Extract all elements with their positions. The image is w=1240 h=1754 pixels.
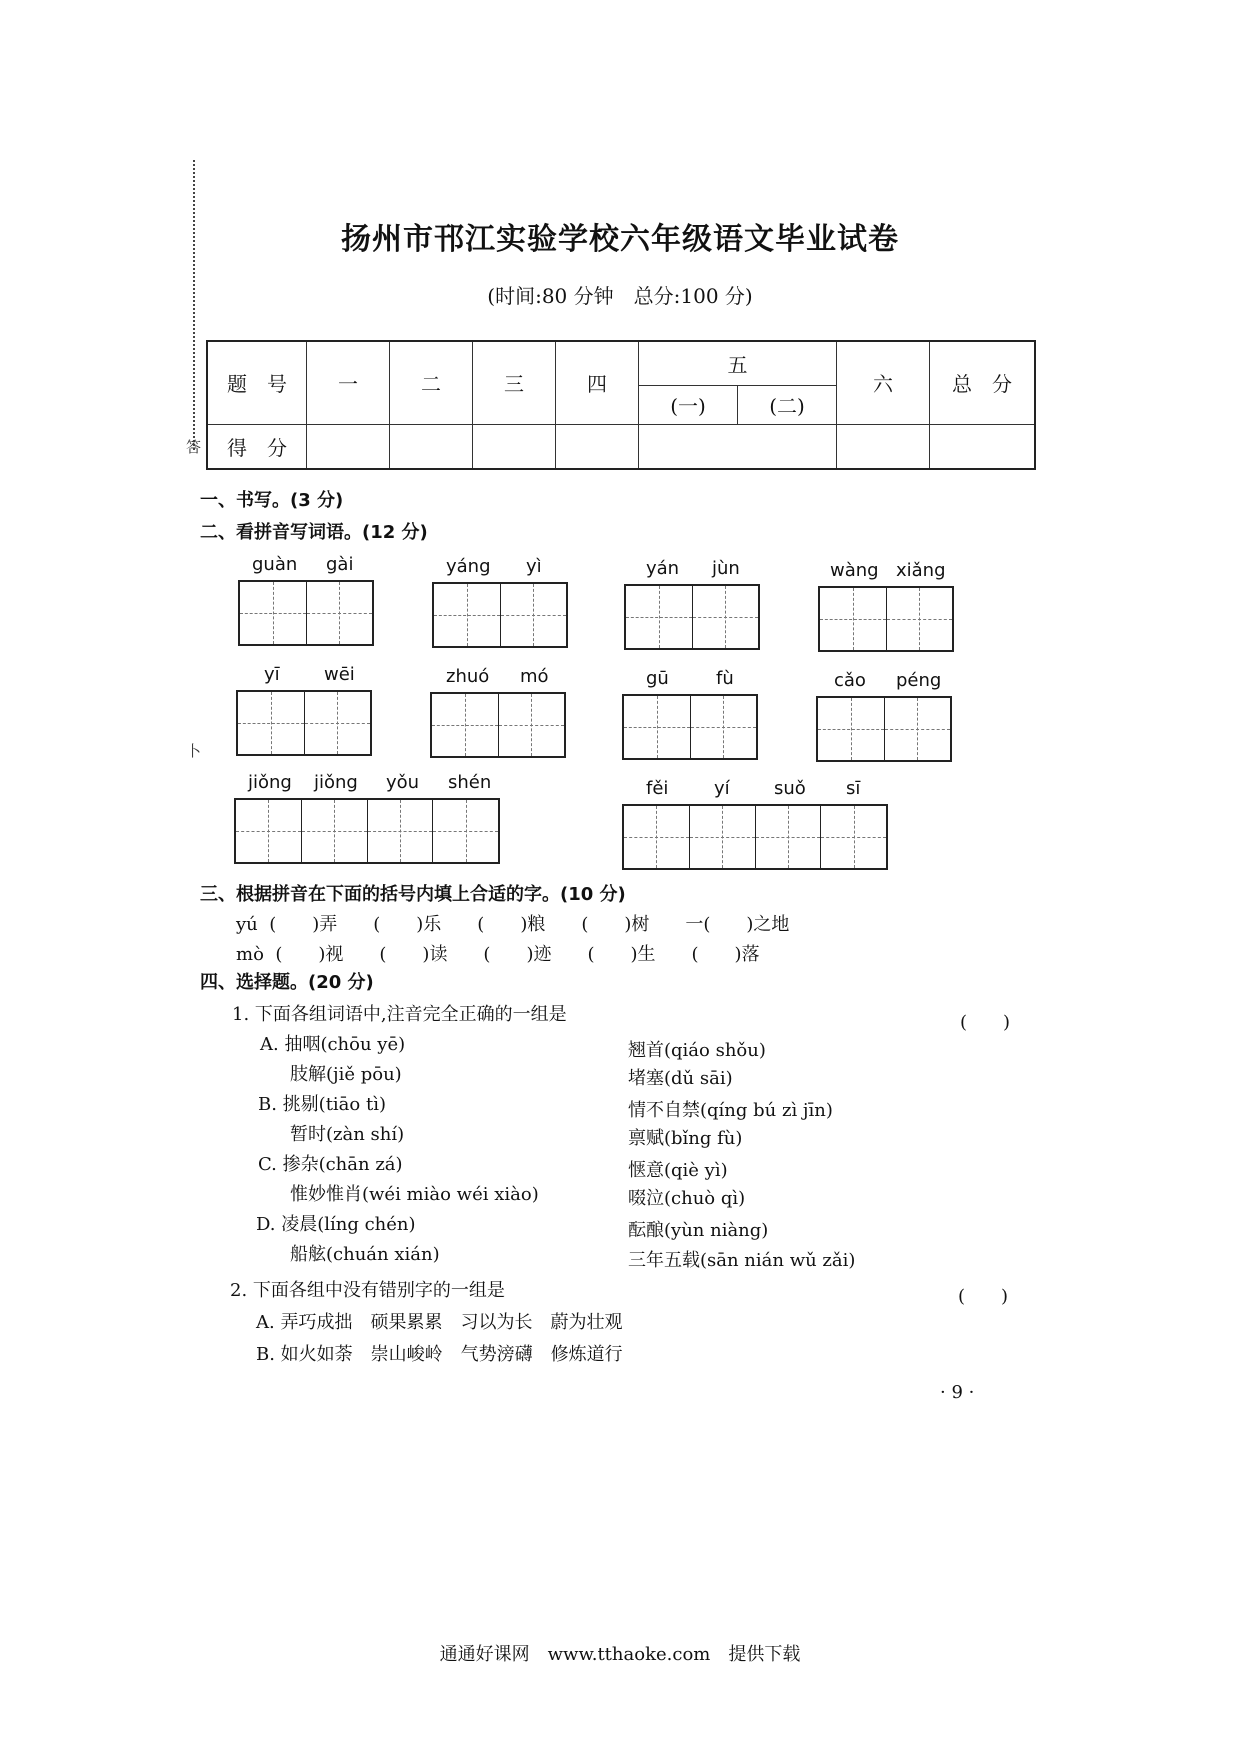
score-cell — [639, 424, 837, 469]
pinyin: sī — [846, 778, 861, 799]
writing-grid — [234, 798, 500, 864]
option-a4: 堵塞(dǔ sāi) — [628, 1068, 733, 1089]
pinyin: wàng — [830, 560, 879, 581]
option-c1: C. 掺杂(chān zá) — [258, 1154, 403, 1175]
option-c4: 啜泣(chuò qì) — [628, 1188, 746, 1209]
fill-line-2: mò ( )视 ( )读 ( )迹 ( )生 ( )落 — [236, 944, 760, 965]
col-2: 二 — [390, 341, 473, 424]
pinyin: yí — [714, 778, 730, 799]
pinyin: yáng — [446, 556, 491, 577]
pinyin: xiǎng — [896, 560, 946, 581]
side-char: 卜 — [186, 742, 202, 760]
section-3-heading: 三、根据拼音在下面的括号内填上合适的字。(10 分) — [200, 884, 626, 905]
writing-grid — [430, 692, 566, 758]
writing-grid — [816, 696, 952, 762]
section-4-heading: 四、选择题。(20 分) — [200, 972, 374, 993]
option-a2: 肢解(jiě pōu) — [290, 1064, 402, 1085]
score-cell — [556, 424, 639, 469]
score-cell — [930, 424, 1036, 469]
option-b1: B. 挑剔(tiāo tì) — [258, 1094, 386, 1115]
question-1-stem: 1. 下面各组词语中,注音完全正确的一组是 — [232, 1004, 567, 1025]
exam-info: (时间:80 分钟 总分:100 分) — [487, 284, 753, 308]
option-b3: 情不自禁(qíng bú zì jīn) — [628, 1100, 833, 1121]
writing-grid — [236, 690, 372, 756]
q2-option-b: B. 如火如荼 崇山峻岭 气势滂礴 修炼道行 — [256, 1344, 623, 1365]
pinyin: fù — [716, 668, 734, 689]
pinyin: wēi — [324, 664, 355, 685]
score-cell — [473, 424, 556, 469]
option-d3: 酝酿(yùn niàng) — [628, 1220, 769, 1241]
pinyin: gū — [646, 668, 669, 689]
pinyin: gài — [326, 554, 354, 575]
option-c3: 惬意(qiè yì) — [628, 1160, 728, 1181]
pinyin: yī — [264, 664, 280, 685]
option-d2: 船舷(chuán xián) — [290, 1244, 440, 1265]
section-2-heading: 二、看拼音写词语。(12 分) — [200, 522, 428, 543]
option-c2: 惟妙惟肖(wéi miào wéi xiào) — [290, 1184, 539, 1205]
pinyin: jiǒng — [248, 772, 292, 793]
score-label-number: 题 号 — [207, 341, 307, 424]
writing-grid — [818, 586, 954, 652]
option-a1: A. 抽咽(chōu yē) — [260, 1034, 406, 1055]
col-5-2: (二) — [738, 386, 837, 425]
pinyin: yán — [646, 558, 680, 579]
pinyin: guàn — [252, 554, 298, 575]
side-char: 答 — [186, 438, 202, 456]
col-5-1: (一) — [639, 386, 738, 425]
pinyin: yǒu — [386, 772, 420, 793]
pinyin: mó — [520, 666, 549, 687]
option-d4: 三年五载(sān nián wǔ zǎi) — [628, 1250, 856, 1271]
score-cell — [390, 424, 473, 469]
score-cell — [307, 424, 390, 469]
col-1: 一 — [307, 341, 390, 424]
writing-grid — [622, 694, 758, 760]
pinyin: yì — [526, 556, 542, 577]
pinyin: suǒ — [774, 778, 806, 799]
writing-grid — [624, 584, 760, 650]
col-total: 总 分 — [930, 341, 1036, 424]
pinyin: cǎo — [834, 670, 866, 691]
col-3: 三 — [473, 341, 556, 424]
pinyin: péng — [896, 670, 942, 691]
writing-grid — [238, 580, 374, 646]
writing-grid — [622, 804, 888, 870]
col-5: 五 — [639, 341, 837, 386]
score-label-score: 得 分 — [207, 424, 307, 469]
question-2-stem: 2. 下面各组中没有错别字的一组是 — [230, 1280, 505, 1301]
section-1-heading: 一、书写。(3 分) — [200, 490, 344, 511]
option-b4: 禀赋(bǐng fù) — [628, 1128, 743, 1149]
option-b2: 暂时(zàn shí) — [290, 1124, 405, 1145]
score-table — [206, 340, 1036, 470]
pinyin: fěi — [646, 778, 669, 799]
q2-option-a: A. 弄巧成拙 硕果累累 习以为长 蔚为壮观 — [256, 1312, 623, 1333]
col-6: 六 — [837, 341, 930, 424]
pinyin: zhuó — [446, 666, 490, 687]
col-4: 四 — [556, 341, 639, 424]
writing-grid — [432, 582, 568, 648]
pinyin: jùn — [712, 558, 740, 579]
score-cell — [837, 424, 930, 469]
pinyin: jiǒng — [314, 772, 358, 793]
page-number: · 9 · — [940, 1382, 975, 1403]
answer-paren: ( ) — [958, 1286, 1009, 1307]
option-a3: 翘首(qiáo shǒu) — [628, 1040, 766, 1061]
fill-line-1: yú ( )弄 ( )乐 ( )粮 ( )树 一( )之地 — [236, 914, 790, 935]
answer-paren: ( ) — [960, 1012, 1011, 1033]
option-d1: D. 凌晨(líng chén) — [256, 1214, 416, 1235]
footer-credit: 通通好课网 www.tthaoke.com 提供下载 — [439, 1644, 801, 1665]
page-title: 扬州市邗江实验学校六年级语文毕业试卷 — [341, 222, 899, 257]
pinyin: shén — [448, 772, 492, 793]
